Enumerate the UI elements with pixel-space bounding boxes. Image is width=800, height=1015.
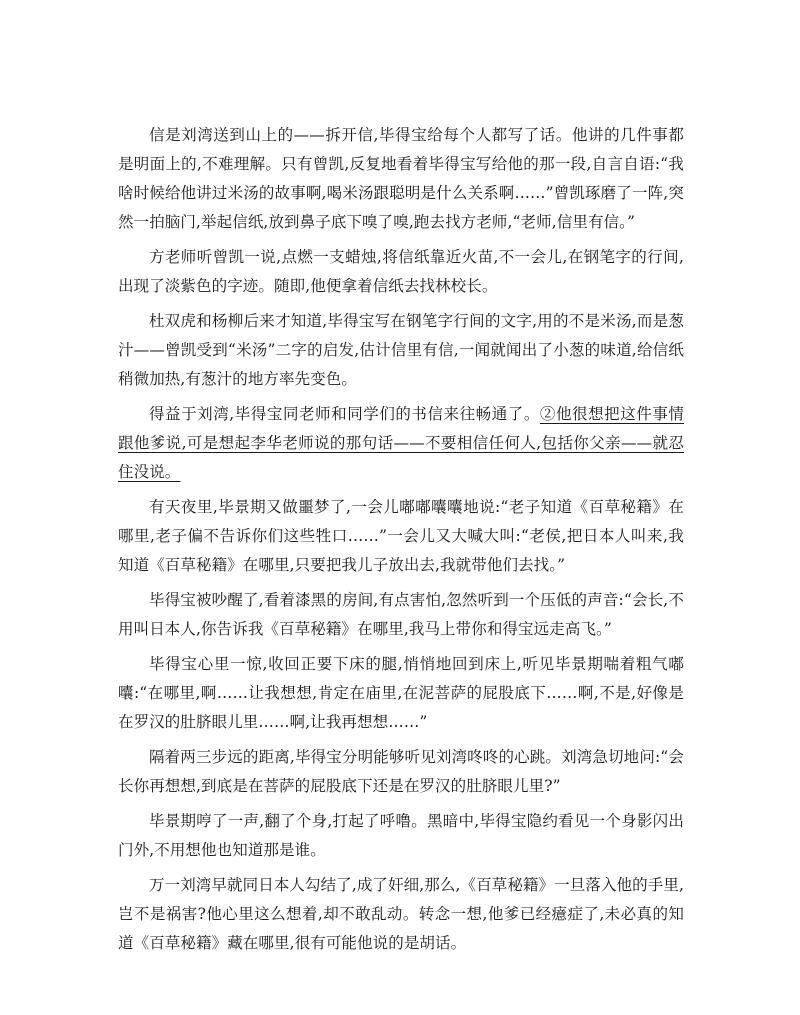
paragraph-8 — [118, 743, 684, 801]
paragraph-3-text: 杜双虎和杨柳后来才知道,毕得宝写在钢笔字行间的文字,用的不是米汤,而是葱汁——曾凯受到“米汤”二字的启发,估计信里有信,一闻就闻出了小葱的味道,给信纸稍微加热,有葱汁的地方率先变色。 — [118, 312, 684, 388]
paragraph-10 — [118, 871, 684, 958]
paragraph-5 — [118, 493, 684, 580]
paragraph-4 — [118, 400, 684, 487]
paragraph-1 — [118, 121, 684, 237]
paragraph-8-text: 隔着两三步远的距离,毕得宝分明能够听见刘湾咚咚的心跳。刘湾急切地问:“会长你再想想,到底是在菩萨的屁股底下还是在罗汉的肚脐眼儿里?” — [118, 748, 684, 795]
document-body — [118, 121, 684, 964]
paragraph-9 — [118, 807, 684, 865]
paragraph-10-text: 万一刘湾早就同日本人勾结了,成了奸细,那么,《百草秘籍》一旦落入他的手里,岂不是祸害?他心里这么想着,却不敢乱动。转念一想,他爹已经癔症了,未必真的知道《百草秘籍》藏在哪里,很有可能他说的是胡话。 — [118, 876, 684, 952]
underlined-sentence-2: ②他很想把这件事情跟他爹说,可是想起李华老师说的那句话——不要相信任何人,包括你父亲——就忍住没说。 — [118, 405, 684, 481]
paragraph-4-text: 得益于刘湾,毕得宝同老师和同学们的书信来往畅通了。 — [149, 405, 540, 423]
paragraph-6-text: 毕得宝被吵醒了,看着漆黑的房间,有点害怕,忽然听到一个压低的声音:“会长,不用叫日本人,你告诉我《百草秘籍》在哪里,我马上带你和得宝远走高飞。” — [118, 591, 684, 638]
paragraph-2-text: 方老师听曾凯一说,点燃一支蜡烛,将信纸靠近火苗,不一会儿,在钢笔字的行间,出现了淡紫色的字迹。随即,他便拿着信纸去找林校长。 — [118, 248, 684, 295]
paragraph-5-text: 有天夜里,毕景期又做噩梦了,一会儿嘟嘟囔囔地说:“老子知道《百草秘籍》在哪里,老子偏不告诉你们这些牲口……”一会儿又大喊大叫:“老侯,把日本人叫来,我知道《百草秘籍》在哪里,只要把我儿子放出去,我就带他们去找。” — [118, 498, 684, 574]
paragraph-3 — [118, 307, 684, 394]
paragraph-7-text: 毕得宝心里一惊,收回正要下床的腿,悄悄地回到床上,听见毕景期喘着粗气嘟囔:“在哪里,啊……让我想想,肯定在庙里,在泥菩萨的屁股底下……啊,不是,好像是在罗汉的肚脐眼儿里……啊,让我再想想……” — [118, 655, 684, 731]
paragraph-2 — [118, 243, 684, 301]
paragraph-9-text: 毕景期哼了一声,翻了个身,打起了呼噜。黑暗中,毕得宝隐约看见一个身影闪出门外,不用想他也知道那是谁。 — [118, 812, 684, 859]
paragraph-1-text: 信是刘湾送到山上的——拆开信,毕得宝给每个人都写了话。他讲的几件事都是明面上的,不难理解。只有曾凯,反复地看着毕得宝写给他的那一段,自言自语:“我啥时候给他讲过米汤的故事啊,喝米汤跟聪明是什么关系啊……”曾凯琢磨了一阵,突然一拍脑门,举起信纸,放到鼻子底下嗅了嗅,跑去找方老师,“老师,信里有信。” — [118, 126, 684, 231]
paragraph-7 — [118, 650, 684, 737]
paragraph-6 — [118, 586, 684, 644]
